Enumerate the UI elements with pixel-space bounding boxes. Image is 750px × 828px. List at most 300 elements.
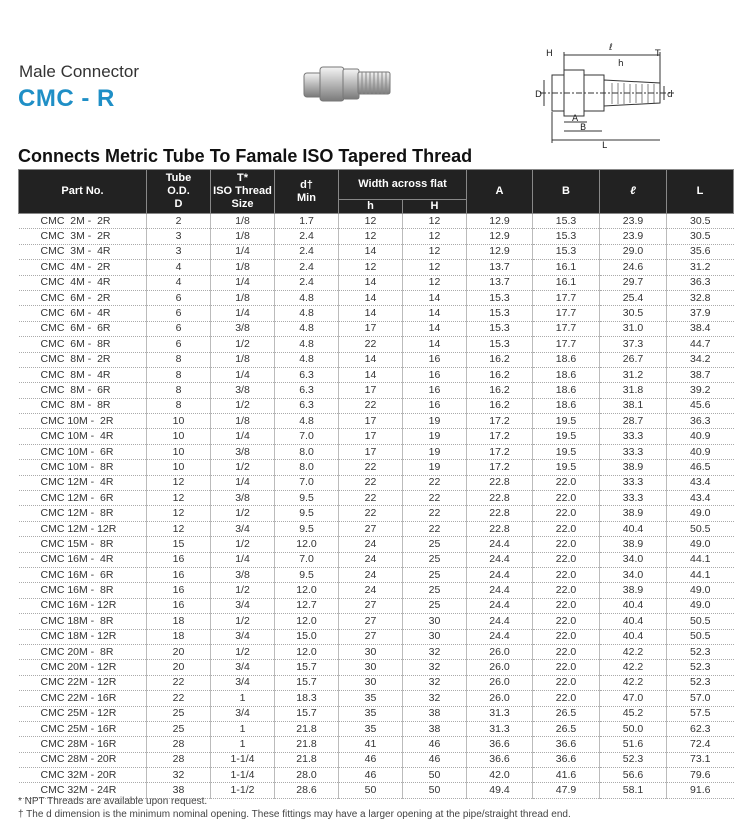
table-cell: 25: [403, 567, 467, 582]
table-cell: 41: [339, 737, 403, 752]
table-cell: 24.4: [467, 552, 533, 567]
label-A: A: [572, 114, 579, 124]
table-cell: 17.2: [467, 414, 533, 429]
table-cell: 2.4: [275, 244, 339, 259]
table-cell: 9.5: [275, 521, 339, 536]
table-cell: 25: [403, 537, 467, 552]
table-cell: 22.0: [533, 506, 600, 521]
table-cell: 24.4: [467, 629, 533, 644]
table-cell: 14: [339, 275, 403, 290]
table-cell: 15: [147, 537, 211, 552]
table-cell: 22.0: [533, 475, 600, 490]
table-cell: 52.3: [600, 752, 667, 767]
product-subtitle: Male Connector: [19, 62, 140, 81]
table-cell: 35: [339, 706, 403, 721]
table-cell: 52.3: [667, 675, 734, 690]
table-row: [19, 491, 734, 506]
table-cell: 22.0: [533, 583, 600, 598]
table-cell: 3/8: [211, 321, 275, 336]
table-cell: 18.6: [533, 367, 600, 382]
table-cell: 14: [403, 337, 467, 352]
table-cell: 22.0: [533, 521, 600, 536]
table-cell: 41.6: [533, 768, 600, 783]
table-cell: 18: [147, 629, 211, 644]
table-cell: 6.3: [275, 383, 339, 398]
table-row: [19, 337, 734, 352]
part-number-cell: CMC 32M - 24R: [19, 783, 147, 798]
table-cell: 34.2: [667, 352, 734, 367]
table-cell: 40.4: [600, 629, 667, 644]
table-cell: 29.0: [600, 244, 667, 259]
table-cell: 14: [339, 352, 403, 367]
label-L: L: [602, 141, 608, 150]
table-cell: 29.7: [600, 275, 667, 290]
table-cell: 25: [147, 721, 211, 736]
table-cell: 44.7: [667, 337, 734, 352]
table-cell: 31.8: [600, 383, 667, 398]
dimension-drawing: [532, 42, 682, 150]
header-tube-od: Tube O.D. D: [147, 170, 211, 214]
table-cell: 45.6: [667, 398, 734, 413]
table-cell: 24.4: [467, 583, 533, 598]
table-cell: 34.0: [600, 552, 667, 567]
table-cell: 36.6: [533, 752, 600, 767]
table-cell: 57.5: [667, 706, 734, 721]
table-row: [19, 691, 734, 706]
part-number-cell: CMC 28M - 16R: [19, 737, 147, 752]
table-row: [19, 552, 734, 567]
table-cell: 24: [339, 537, 403, 552]
table-row: [19, 752, 734, 767]
part-number-cell: CMC 12M - 4R: [19, 475, 147, 490]
table-cell: 22: [339, 337, 403, 352]
table-cell: 22.8: [467, 521, 533, 536]
table-cell: 25.4: [600, 290, 667, 305]
label-d: d: [667, 90, 673, 100]
table-row: [19, 567, 734, 582]
table-cell: 1/8: [211, 260, 275, 275]
table-cell: 22: [403, 506, 467, 521]
table-cell: 1/2: [211, 537, 275, 552]
header-h: h: [339, 200, 403, 214]
table-cell: 19.5: [533, 414, 600, 429]
table-cell: 8.0: [275, 460, 339, 475]
table-cell: 16.2: [467, 367, 533, 382]
table-cell: 8: [147, 367, 211, 382]
table-cell: 36.6: [467, 752, 533, 767]
table-cell: 46: [403, 752, 467, 767]
table-cell: 40.4: [600, 598, 667, 613]
table-cell: 16: [403, 383, 467, 398]
table-cell: 15.0: [275, 629, 339, 644]
part-number-cell: CMC 12M - 8R: [19, 506, 147, 521]
table-cell: 40.4: [600, 614, 667, 629]
header-A: A: [467, 170, 533, 214]
table-cell: 13.7: [467, 260, 533, 275]
part-number-cell: CMC 10M - 8R: [19, 460, 147, 475]
table-row: [19, 660, 734, 675]
table-cell: 15.7: [275, 675, 339, 690]
table-cell: 7.0: [275, 552, 339, 567]
table-cell: 10: [147, 444, 211, 459]
header-d-min: d† Min: [275, 170, 339, 214]
table-cell: 35: [339, 721, 403, 736]
label-l: ℓ: [609, 43, 613, 53]
table-cell: 25: [403, 598, 467, 613]
label-B: B: [580, 123, 587, 133]
table-cell: 12.0: [275, 583, 339, 598]
table-cell: 18.6: [533, 352, 600, 367]
table-cell: 34.0: [600, 567, 667, 582]
table-cell: 22.0: [533, 644, 600, 659]
table-cell: 28.0: [275, 768, 339, 783]
part-number-cell: CMC 10M - 2R: [19, 414, 147, 429]
part-number-cell: CMC 18M - 8R: [19, 614, 147, 629]
table-row: [19, 383, 734, 398]
table-cell: 12: [147, 521, 211, 536]
table-cell: 37.3: [600, 337, 667, 352]
table-cell: 24: [339, 583, 403, 598]
table-cell: 4.8: [275, 321, 339, 336]
table-cell: 10: [147, 460, 211, 475]
table-cell: 16: [147, 567, 211, 582]
part-number-cell: CMC 3M - 2R: [19, 229, 147, 244]
table-cell: 31.0: [600, 321, 667, 336]
part-number-cell: CMC 10M - 6R: [19, 444, 147, 459]
table-cell: 32: [403, 691, 467, 706]
table-cell: 15.3: [467, 290, 533, 305]
table-cell: 17.7: [533, 306, 600, 321]
table-cell: 14: [403, 321, 467, 336]
table-cell: 1/4: [211, 552, 275, 567]
table-cell: 12: [147, 475, 211, 490]
table-cell: 18.3: [275, 691, 339, 706]
table-cell: 22: [339, 460, 403, 475]
table-cell: 14: [403, 306, 467, 321]
table-row: [19, 521, 734, 536]
table-cell: 4.8: [275, 414, 339, 429]
table-cell: 1/8: [211, 290, 275, 305]
table-cell: 12: [403, 275, 467, 290]
table-cell: 16: [147, 583, 211, 598]
table-cell: 19: [403, 414, 467, 429]
table-cell: 43.4: [667, 491, 734, 506]
table-cell: 26.0: [467, 660, 533, 675]
table-cell: 19.5: [533, 444, 600, 459]
table-cell: 17: [339, 444, 403, 459]
table-cell: 49.4: [467, 783, 533, 798]
part-number-cell: CMC 4M - 2R: [19, 260, 147, 275]
table-cell: 1: [211, 691, 275, 706]
table-cell: 4.8: [275, 290, 339, 305]
table-cell: 1/8: [211, 229, 275, 244]
table-cell: 33.3: [600, 491, 667, 506]
table-cell: 3: [147, 244, 211, 259]
table-cell: 40.9: [667, 444, 734, 459]
table-cell: 8.0: [275, 444, 339, 459]
table-cell: 12: [403, 244, 467, 259]
table-cell: 38.7: [667, 367, 734, 382]
part-number-cell: CMC 6M - 6R: [19, 321, 147, 336]
table-cell: 22: [403, 491, 467, 506]
table-cell: 42.2: [600, 660, 667, 675]
table-cell: 22.8: [467, 506, 533, 521]
table-cell: 46: [339, 752, 403, 767]
table-cell: 24: [339, 567, 403, 582]
table-cell: 22: [403, 475, 467, 490]
table-cell: 19.5: [533, 429, 600, 444]
table-cell: 25: [403, 583, 467, 598]
table-row: [19, 260, 734, 275]
table-row: [19, 290, 734, 305]
table-cell: 32: [403, 644, 467, 659]
part-number-cell: CMC 2M - 2R: [19, 214, 147, 229]
table-cell: 17.7: [533, 290, 600, 305]
table-cell: 51.6: [600, 737, 667, 752]
table-cell: 38: [147, 783, 211, 798]
table-cell: 16.1: [533, 275, 600, 290]
table-cell: 27: [339, 629, 403, 644]
part-number-cell: CMC 22M - 16R: [19, 691, 147, 706]
table-cell: 31.3: [467, 706, 533, 721]
part-number-cell: CMC 8M - 2R: [19, 352, 147, 367]
table-row: [19, 706, 734, 721]
table-cell: 17: [339, 429, 403, 444]
table-cell: 16.1: [533, 260, 600, 275]
table-cell: 19: [403, 444, 467, 459]
part-number-cell: CMC 6M - 2R: [19, 290, 147, 305]
table-cell: 1/2: [211, 614, 275, 629]
table-cell: 1/2: [211, 583, 275, 598]
table-cell: 30.5: [667, 214, 734, 229]
table-row: [19, 506, 734, 521]
table-cell: 14: [403, 290, 467, 305]
table-cell: 1: [211, 721, 275, 736]
table-cell: 39.2: [667, 383, 734, 398]
table-row: [19, 675, 734, 690]
part-number-cell: CMC 12M - 12R: [19, 521, 147, 536]
table-cell: 2.4: [275, 275, 339, 290]
table-cell: 3/8: [211, 491, 275, 506]
table-cell: 47.9: [533, 783, 600, 798]
table-cell: 22: [339, 506, 403, 521]
table-cell: 50.5: [667, 614, 734, 629]
table-cell: 1/4: [211, 275, 275, 290]
table-cell: 3/4: [211, 629, 275, 644]
table-cell: 30: [403, 629, 467, 644]
part-number-cell: CMC 6M - 4R: [19, 306, 147, 321]
table-cell: 24: [339, 552, 403, 567]
footnotes: [18, 795, 571, 821]
table-cell: 49.0: [667, 537, 734, 552]
table-cell: 16: [147, 552, 211, 567]
table-cell: 28: [147, 752, 211, 767]
table-row: [19, 321, 734, 336]
table-cell: 31.2: [600, 367, 667, 382]
table-cell: 20: [147, 644, 211, 659]
table-cell: 17.7: [533, 321, 600, 336]
table-cell: 22.8: [467, 475, 533, 490]
table-cell: 2.4: [275, 229, 339, 244]
table-cell: 6: [147, 306, 211, 321]
table-cell: 30: [339, 675, 403, 690]
table-cell: 49.0: [667, 583, 734, 598]
table-cell: 35: [339, 691, 403, 706]
table-cell: 43.4: [667, 475, 734, 490]
spec-table-body: [19, 214, 734, 799]
table-cell: 31.3: [467, 721, 533, 736]
table-cell: 1/8: [211, 214, 275, 229]
table-cell: 19: [403, 460, 467, 475]
table-cell: 22.0: [533, 660, 600, 675]
table-cell: 32: [403, 675, 467, 690]
table-cell: 23.9: [600, 214, 667, 229]
table-cell: 6: [147, 337, 211, 352]
part-number-cell: CMC 8M - 6R: [19, 383, 147, 398]
table-cell: 16: [403, 367, 467, 382]
table-cell: 31.2: [667, 260, 734, 275]
table-cell: 24.4: [467, 598, 533, 613]
table-cell: 3: [147, 229, 211, 244]
table-cell: 26.5: [533, 706, 600, 721]
table-cell: 15.7: [275, 706, 339, 721]
table-cell: 3/8: [211, 567, 275, 582]
table-cell: 22.0: [533, 491, 600, 506]
table-cell: 52.3: [667, 660, 734, 675]
table-cell: 28: [147, 737, 211, 752]
table-cell: 26.0: [467, 691, 533, 706]
table-cell: 22: [403, 521, 467, 536]
table-row: [19, 537, 734, 552]
table-cell: 3/4: [211, 598, 275, 613]
table-cell: 24.4: [467, 614, 533, 629]
table-cell: 22.0: [533, 598, 600, 613]
table-cell: 22: [339, 475, 403, 490]
part-number-cell: CMC 25M - 16R: [19, 721, 147, 736]
table-cell: 3/8: [211, 444, 275, 459]
table-row: [19, 444, 734, 459]
table-cell: 37.9: [667, 306, 734, 321]
table-cell: 15.3: [533, 244, 600, 259]
table-cell: 17: [339, 321, 403, 336]
part-number-cell: CMC 6M - 8R: [19, 337, 147, 352]
table-cell: 58.1: [600, 783, 667, 798]
table-cell: 32: [147, 768, 211, 783]
table-cell: 27: [339, 614, 403, 629]
table-cell: 12.0: [275, 644, 339, 659]
table-cell: 1/8: [211, 352, 275, 367]
table-cell: 18.6: [533, 398, 600, 413]
table-cell: 6.3: [275, 398, 339, 413]
table-cell: 36.6: [533, 737, 600, 752]
part-number-cell: CMC 28M - 20R: [19, 752, 147, 767]
part-number-cell: CMC 16M - 8R: [19, 583, 147, 598]
table-cell: 13.7: [467, 275, 533, 290]
table-cell: 73.1: [667, 752, 734, 767]
table-cell: 22: [147, 675, 211, 690]
table-cell: 46: [403, 737, 467, 752]
table-cell: 26.0: [467, 675, 533, 690]
table-cell: 14: [339, 244, 403, 259]
table-cell: 1/4: [211, 244, 275, 259]
table-cell: 30.5: [600, 306, 667, 321]
table-cell: 49.0: [667, 506, 734, 521]
table-cell: 72.4: [667, 737, 734, 752]
part-number-cell: CMC 10M - 4R: [19, 429, 147, 444]
table-cell: 38.9: [600, 460, 667, 475]
table-cell: 21.8: [275, 752, 339, 767]
table-cell: 18: [147, 614, 211, 629]
table-cell: 38: [403, 721, 467, 736]
table-cell: 6.3: [275, 367, 339, 382]
table-cell: 15.3: [533, 214, 600, 229]
table-cell: 7.0: [275, 475, 339, 490]
table-cell: 1-1/4: [211, 752, 275, 767]
part-number-cell: CMC 15M - 8R: [19, 537, 147, 552]
table-cell: 28.7: [600, 414, 667, 429]
table-cell: 3/4: [211, 521, 275, 536]
table-cell: 4: [147, 260, 211, 275]
table-cell: 15.3: [467, 306, 533, 321]
table-cell: 23.9: [600, 229, 667, 244]
table-cell: 9.5: [275, 491, 339, 506]
table-cell: 4.8: [275, 306, 339, 321]
table-cell: 17.7: [533, 337, 600, 352]
table-cell: 15.3: [467, 337, 533, 352]
table-cell: 17.2: [467, 444, 533, 459]
table-cell: 50.0: [600, 721, 667, 736]
spec-table: [18, 169, 734, 799]
table-cell: 32.8: [667, 290, 734, 305]
part-number-cell: CMC 16M - 4R: [19, 552, 147, 567]
table-cell: 16: [403, 398, 467, 413]
product-model: CMC - R: [18, 85, 115, 112]
table-cell: 18.6: [533, 383, 600, 398]
table-cell: 12.0: [275, 537, 339, 552]
table-cell: 17.2: [467, 460, 533, 475]
table-cell: 16.2: [467, 398, 533, 413]
table-cell: 26.0: [467, 644, 533, 659]
table-cell: 1/4: [211, 306, 275, 321]
table-cell: 46.5: [667, 460, 734, 475]
table-heading: Connects Metric Tube To Famale ISO Tapered Thread: [18, 146, 473, 166]
table-cell: 50.5: [667, 521, 734, 536]
table-cell: 22.0: [533, 567, 600, 582]
table-cell: 12: [403, 229, 467, 244]
table-cell: 33.3: [600, 444, 667, 459]
table-cell: 16: [403, 352, 467, 367]
part-number-cell: CMC 32M - 20R: [19, 768, 147, 783]
table-cell: 1/4: [211, 367, 275, 382]
table-cell: 19: [403, 429, 467, 444]
table-cell: 25: [403, 552, 467, 567]
part-number-cell: CMC 12M - 6R: [19, 491, 147, 506]
part-number-cell: CMC 20M - 12R: [19, 660, 147, 675]
table-row: [19, 306, 734, 321]
table-cell: 24.6: [600, 260, 667, 275]
part-number-cell: CMC 25M - 12R: [19, 706, 147, 721]
table-cell: 1-1/4: [211, 768, 275, 783]
table-cell: 38.1: [600, 398, 667, 413]
table-cell: 42.2: [600, 675, 667, 690]
table-cell: 22.0: [533, 537, 600, 552]
table-cell: 38.4: [667, 321, 734, 336]
table-cell: 3/4: [211, 660, 275, 675]
table-cell: 33.3: [600, 475, 667, 490]
table-cell: 26.7: [600, 352, 667, 367]
table-cell: 21.8: [275, 721, 339, 736]
table-cell: 12.9: [467, 244, 533, 259]
